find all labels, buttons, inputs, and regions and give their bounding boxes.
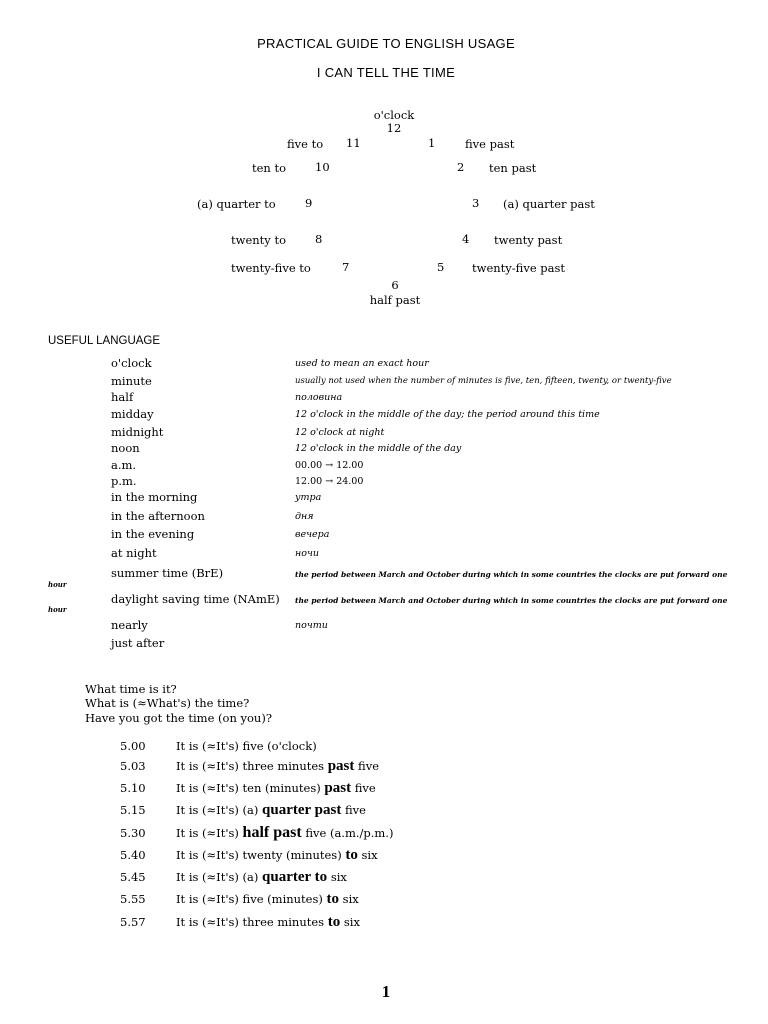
clock-num-6: 6 (391, 278, 399, 292)
term-half: half (111, 390, 134, 404)
example-bold: quarter to (262, 869, 328, 885)
clock-right-label-3: (a) quarter past (503, 197, 595, 211)
example-row (120, 914, 360, 931)
example-end: five (341, 803, 366, 817)
example-text: It is (≈It's) three minutes (176, 915, 328, 929)
example-text: It is (≈It's) (176, 826, 243, 840)
def-midday: 12 o'clock in the middle of the day; the period around this time (295, 409, 600, 420)
clock-top-label: o'clock (373, 108, 415, 122)
example-bold: to (327, 914, 341, 930)
example-row (120, 869, 347, 886)
example-text: It is (≈It's) (a) (176, 870, 263, 884)
useful-language-heading: USEFUL LANGUAGE (48, 335, 161, 347)
def-noon: 12 o'clock in the middle of the day (295, 443, 462, 454)
example-row (120, 758, 379, 775)
example-bold: past (327, 758, 355, 774)
clock-num-12: 12 (386, 121, 402, 135)
def-midnight: 12 o'clock at night (295, 427, 385, 438)
clock-right-label-4: twenty past (494, 233, 563, 247)
example-row (120, 824, 393, 842)
clock-right-label-2: ten past (489, 161, 537, 175)
def-daylight-saving: the period between March and October during which in some countries the clocks are put forward one (295, 596, 728, 605)
term-minute: minute (111, 374, 152, 388)
example-text: It is (≈It's) ten (minutes) (176, 781, 325, 795)
example-end: five (a.m./p.m.) (301, 826, 394, 840)
def-pm: 12.00 → 24.00 (295, 476, 364, 487)
def-half: половина (295, 392, 343, 403)
clock-num-7: 7 (342, 260, 350, 274)
clock-right-label-1: five past (465, 137, 515, 151)
clock-left-label-10: ten to (252, 161, 287, 175)
clock-bottom-label: half past (369, 293, 421, 307)
page-title: PRACTICAL GUIDE TO ENGLISH USAGE (257, 36, 515, 51)
example-row (120, 847, 378, 864)
example-bold: quarter past (262, 802, 342, 818)
example-row (120, 802, 366, 819)
term-afternoon: in the afternoon (111, 509, 205, 523)
term-midnight: midnight (111, 425, 164, 439)
example-bold: to (345, 847, 358, 863)
def-morning: утра (295, 492, 322, 503)
example-text: It is (≈It's) three minutes (176, 759, 328, 773)
def-nearly: почти (295, 620, 328, 631)
clock-num-1: 1 (428, 136, 436, 150)
clock-num-4: 4 (462, 232, 470, 246)
def-evening: вечера (295, 529, 330, 540)
example-time: 5.03 (120, 759, 146, 773)
clock-num-2: 2 (457, 160, 465, 174)
example-end: six (339, 892, 359, 906)
clock-num-8: 8 (315, 232, 323, 246)
example-end: six (357, 848, 378, 862)
page-subtitle: I CAN TELL THE TIME (316, 65, 456, 80)
clock-num-3: 3 (472, 196, 480, 210)
def-night: ночи (295, 548, 320, 559)
term-morning: in the morning (111, 490, 198, 504)
term-noon: noon (111, 441, 140, 455)
example-time: 5.55 (120, 892, 146, 906)
example-time: 5.45 (120, 870, 146, 884)
example-bold: to (326, 891, 340, 907)
example-time: 5.10 (120, 781, 146, 795)
def-am: 00.00 → 12.00 (295, 460, 364, 471)
example-bold: half past (242, 824, 302, 841)
example-bold: past (324, 780, 352, 796)
clock-right-label-5: twenty-five past (472, 261, 566, 275)
example-time: 5.15 (120, 803, 146, 817)
term-pm: p.m. (111, 474, 137, 488)
term-summer-time: summer time (BrE) (111, 566, 224, 580)
term-am: a.m. (111, 458, 137, 472)
question-line: What time is it? (85, 682, 177, 696)
clock-left-label-7: twenty-five to (231, 261, 311, 275)
example-end: six (327, 870, 347, 884)
term-daylight-saving: daylight saving time (NAmE) (111, 592, 280, 606)
def-minute: usually not used when the number of minutes is five, ten, fifteen, twenty, or twenty-five (295, 376, 672, 386)
term-evening: in the evening (111, 527, 195, 541)
clock-num-10: 10 (315, 160, 330, 174)
def-daylight-saving-wrap: hour (48, 605, 67, 614)
example-text: It is (≈It's) five (minutes) (176, 892, 327, 906)
term-oclock: o'clock (111, 356, 152, 370)
def-summer-time-wrap: hour (48, 580, 67, 589)
term-just-after: just after (111, 636, 165, 650)
example-time: 5.00 (120, 739, 146, 753)
def-summer-time: the period between March and October during which in some countries the clocks are put forward one (295, 570, 728, 579)
example-end: six (340, 915, 360, 929)
example-time: 5.40 (120, 848, 146, 862)
term-night: at night (111, 546, 157, 560)
question-line: What is (≈What's) the time? (85, 696, 250, 710)
clock-left-label-9: (a) quarter to (197, 197, 276, 211)
example-row (120, 738, 317, 755)
question-line: Have you got the time (on you)? (85, 711, 272, 725)
example-text: It is (≈It's) (a) (176, 803, 263, 817)
term-nearly: nearly (111, 618, 148, 632)
example-end: five (354, 759, 380, 773)
clock-left-label-8: twenty to (231, 233, 286, 247)
example-end: five (351, 781, 376, 795)
example-time: 5.30 (120, 826, 146, 840)
page-number: 1 (381, 982, 391, 1001)
term-midday: midday (111, 407, 154, 421)
clock-num-11: 11 (346, 136, 361, 150)
example-row (120, 780, 376, 797)
example-row (120, 891, 359, 908)
clock-num-9: 9 (305, 196, 313, 210)
example-text: It is (≈It's) five (o'clock) (176, 739, 317, 753)
clock-num-5: 5 (437, 260, 445, 274)
example-text: It is (≈It's) twenty (minutes) (176, 848, 346, 862)
def-afternoon: дня (295, 511, 314, 522)
example-time: 5.57 (120, 915, 146, 929)
def-oclock: used to mean an exact hour (295, 358, 429, 369)
clock-left-label-11: five to (287, 137, 324, 151)
